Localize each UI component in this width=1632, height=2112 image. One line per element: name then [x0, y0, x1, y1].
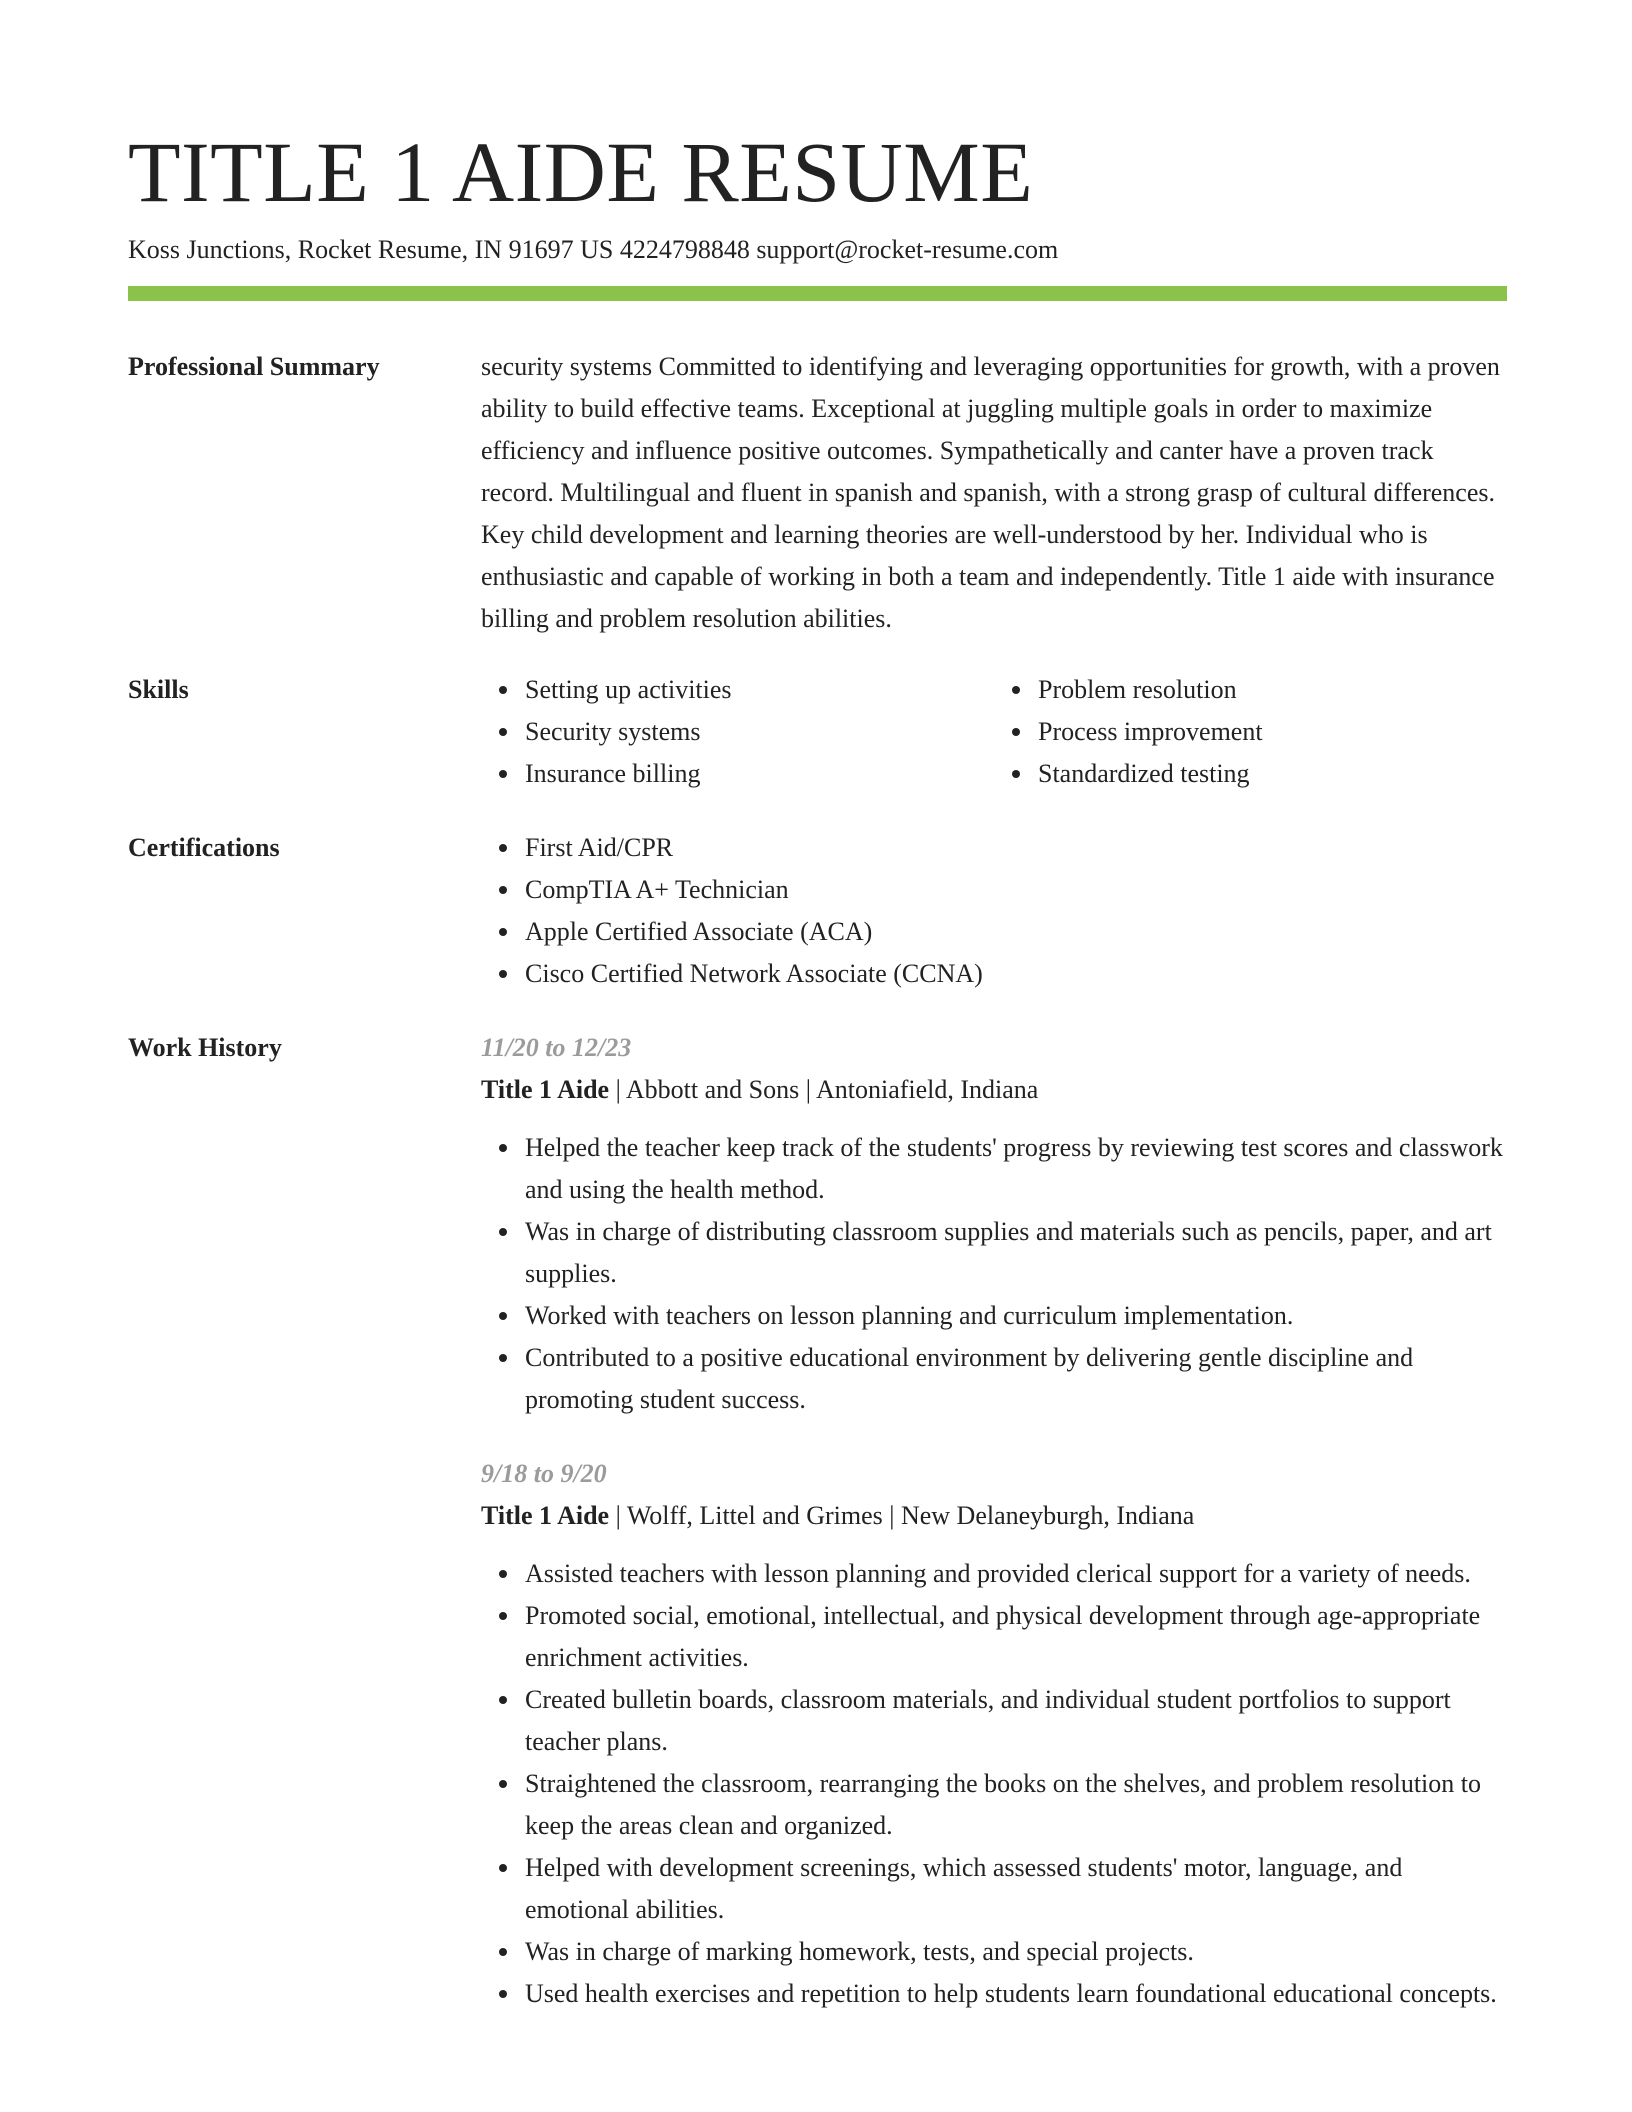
job-dates: 11/20 to 12/23 [481, 1033, 632, 1062]
section-heading-summary: Professional Summary [128, 352, 380, 381]
certification-item: Cisco Certified Network Associate (CCNA) [525, 953, 1507, 995]
certifications-body [481, 827, 1507, 995]
job-duty: Created bulletin boards, classroom materials, and individual student portfolios to support teacher plans. [525, 1679, 1507, 1763]
job-duties [481, 1553, 1507, 2015]
job-duty: Contributed to a positive educational environment by delivering gentle discipline and promoting student success. [525, 1337, 1507, 1421]
job-heading [481, 1495, 1507, 1537]
header-divider [128, 286, 1507, 301]
skills-columns [481, 669, 1507, 795]
summary-body [481, 346, 1507, 640]
job-entry [481, 1027, 1507, 1421]
skill-item: Problem resolution [1038, 669, 1507, 711]
job-duty: Was in charge of distributing classroom supplies and materials such as pencils, paper, and art supplies. [525, 1211, 1507, 1295]
skill-item: Process improvement [1038, 711, 1507, 753]
section-heading-certifications: Certifications [128, 833, 280, 862]
job-duty: Helped the teacher keep track of the students' progress by reviewing test scores and classwork and using the health method. [525, 1127, 1507, 1211]
skill-item: Security systems [525, 711, 994, 753]
skill-item: Insurance billing [525, 753, 994, 795]
job-duty: Used health exercises and repetition to help students learn foundational educational concepts. [525, 1973, 1507, 2015]
resume-title: TITLE 1 AIDE RESUME [128, 124, 1034, 220]
job-duty: Straightened the classroom, rearranging the books on the shelves, and problem resolution to keep the areas clean and organized. [525, 1763, 1507, 1847]
certifications-list [481, 827, 1507, 995]
job-duties [481, 1127, 1507, 1421]
job-employer-location: | Abbott and Sons | Antoniafield, Indiana [609, 1075, 1039, 1104]
job-employer-location: | Wolff, Littel and Grimes | New Delaneyburgh, Indiana [609, 1501, 1195, 1530]
certification-item: CompTIA A+ Technician [525, 869, 1507, 911]
job-duty: Assisted teachers with lesson planning and provided clerical support for a variety of needs. [525, 1553, 1507, 1595]
job-title: Title 1 Aide [481, 1501, 610, 1530]
section-heading-work-history: Work History [128, 1033, 282, 1062]
certification-item: First Aid/CPR [525, 827, 1507, 869]
job-dates: 9/18 to 9/20 [481, 1459, 607, 1488]
job-duty: Worked with teachers on lesson planning and curriculum implementation. [525, 1295, 1507, 1337]
skills-column-2 [994, 669, 1507, 795]
skills-column-1 [481, 669, 994, 795]
summary-text: security systems Committed to identifying and leveraging opportunities for growth, with a proven ability to build effective teams. Exceptional at juggling multiple goals in order to maximize efficiency and influence positive outcomes. Sympathetically and canter have a proven track record. Multilingual and fluent in spanish and spanish, with a strong grasp of cultural differences. Key child development and learning theories are well-understood by her. Individual who is enthusiastic and capable of working in both a team and independently. Title 1 aide with insurance billing and problem resolution abilities. [481, 352, 1500, 633]
certification-item: Apple Certified Associate (ACA) [525, 911, 1507, 953]
job-entry [481, 1453, 1507, 2015]
job-heading [481, 1069, 1507, 1111]
contact-info: Koss Junctions, Rocket Resume, IN 91697 US 4224798848 support@rocket-resume.com [128, 235, 1059, 264]
job-duty: Helped with development screenings, which assessed students' motor, language, and emotional abilities. [525, 1847, 1507, 1931]
job-duty: Promoted social, emotional, intellectual, and physical development through age-appropriate enrichment activities. [525, 1595, 1507, 1679]
skills-body [481, 669, 1507, 795]
skill-item: Standardized testing [1038, 753, 1507, 795]
job-title: Title 1 Aide [481, 1075, 610, 1104]
section-heading-skills: Skills [128, 675, 189, 704]
work-history-body [481, 1027, 1507, 2047]
skill-item: Setting up activities [525, 669, 994, 711]
job-duty: Was in charge of marking homework, tests, and special projects. [525, 1931, 1507, 1973]
